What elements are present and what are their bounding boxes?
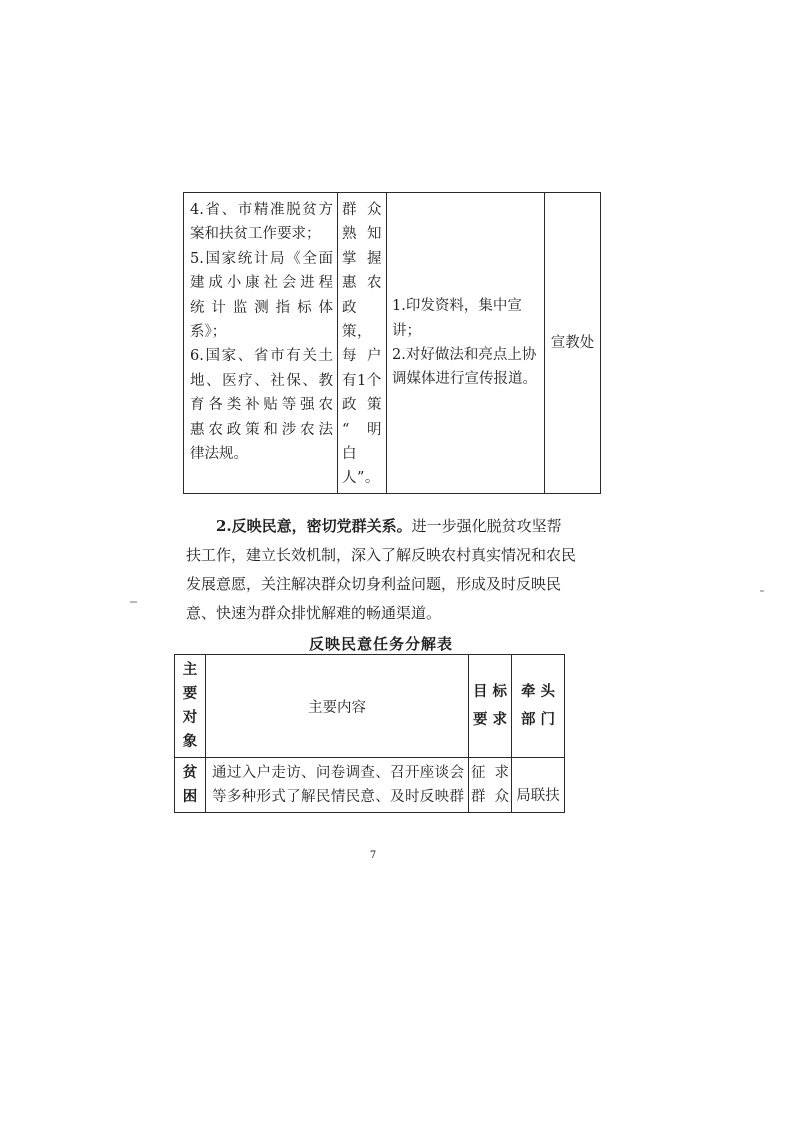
row-object-char: 困 <box>182 788 198 805</box>
target-line: “ 明 <box>342 421 382 438</box>
table-row <box>184 193 601 494</box>
scan-speck <box>760 590 764 592</box>
table-row <box>175 758 565 813</box>
content-line: 建成小康社会进程 <box>190 275 333 292</box>
content-cell <box>184 193 338 494</box>
header-goal-line: 目 标 <box>472 683 508 700</box>
row-goal <box>469 758 512 813</box>
content-line: 系》； <box>190 324 227 341</box>
header-goal-line: 要 求 <box>472 711 508 728</box>
row-object <box>175 758 206 813</box>
target-line: 人”。 <box>342 470 380 487</box>
header-dept-line: 牵 头 <box>520 683 556 700</box>
content-line: 育各类补贴等强农 <box>190 397 333 414</box>
row-goal-line: 群 众 <box>471 789 509 805</box>
header-char: 对 <box>182 709 198 726</box>
target-line: 群 众 <box>342 202 382 218</box>
target-line: 白 <box>342 446 357 463</box>
content-line: 统计监测指标体 <box>190 299 333 316</box>
target-line: 有1个 <box>342 372 382 389</box>
header-object <box>175 655 206 758</box>
measures-cell <box>387 193 545 494</box>
header-char: 主 <box>182 661 198 678</box>
content-line: 4.省、市精准脱贫方 <box>190 202 333 218</box>
content-line: 惠农政策和涉农法 <box>190 421 333 438</box>
target-cell <box>338 193 387 494</box>
header-dept-line: 部 门 <box>520 711 556 728</box>
paragraph-body: 进一步强化脱贫攻坚帮扶工作，建立长效机制，深入了解反映农村真实情况和农民发展意愿，关注解决群众切身利益问题，形成及时反映民意、快速为群众排忧解难的畅通渠道。 <box>186 517 577 622</box>
header-char: 象 <box>182 733 198 750</box>
header-dept <box>512 655 565 758</box>
header-goal <box>469 655 512 758</box>
section-paragraph <box>186 512 576 628</box>
content-line: 案和扶贫工作要求； <box>190 226 321 243</box>
section-heading: 2.反映民意，密切党群关系。 <box>216 517 412 535</box>
row-main-line: 等多种形式了解民情民意、及时反映群 <box>212 789 464 805</box>
row-main-content <box>206 758 469 813</box>
header-char: 要 <box>182 685 198 702</box>
content-line: 地、医疗、社保、教 <box>190 372 333 389</box>
content-line: 律法规。 <box>190 446 248 463</box>
row-main-line: 通过入户走访、问卷调查、召开座谈会 <box>212 765 464 781</box>
table-header-row <box>175 655 565 758</box>
target-line: 惠 农 <box>342 275 382 292</box>
row-goal-line: 征 求 <box>471 765 509 781</box>
task-table <box>174 654 565 813</box>
dept-cell: 宣教处 <box>545 193 601 494</box>
measure-item: 1.印发资料，集中宣讲； <box>392 298 522 339</box>
target-line: 政 策 <box>342 397 382 414</box>
target-line: 每 户 <box>342 348 382 365</box>
header-main-content: 主要内容 <box>206 655 469 758</box>
table-caption: 反映民意任务分解表 <box>308 635 453 653</box>
scan-speck <box>130 601 137 603</box>
page-number: 7 <box>369 850 377 861</box>
target-line: 熟 知 <box>342 226 382 243</box>
target-line: 政策， <box>342 299 372 341</box>
measure-item: 2.对好做法和亮点上协调媒体进行宣传报道。 <box>392 346 537 388</box>
row-dept: 局联扶 <box>512 758 565 813</box>
policy-table <box>183 192 601 494</box>
content-line: 5.国家统计局《全面 <box>190 250 333 267</box>
row-object-char: 贫 <box>182 764 198 781</box>
content-line: 6.国家、省市有关土 <box>190 348 333 365</box>
target-line: 掌 握 <box>342 250 382 267</box>
